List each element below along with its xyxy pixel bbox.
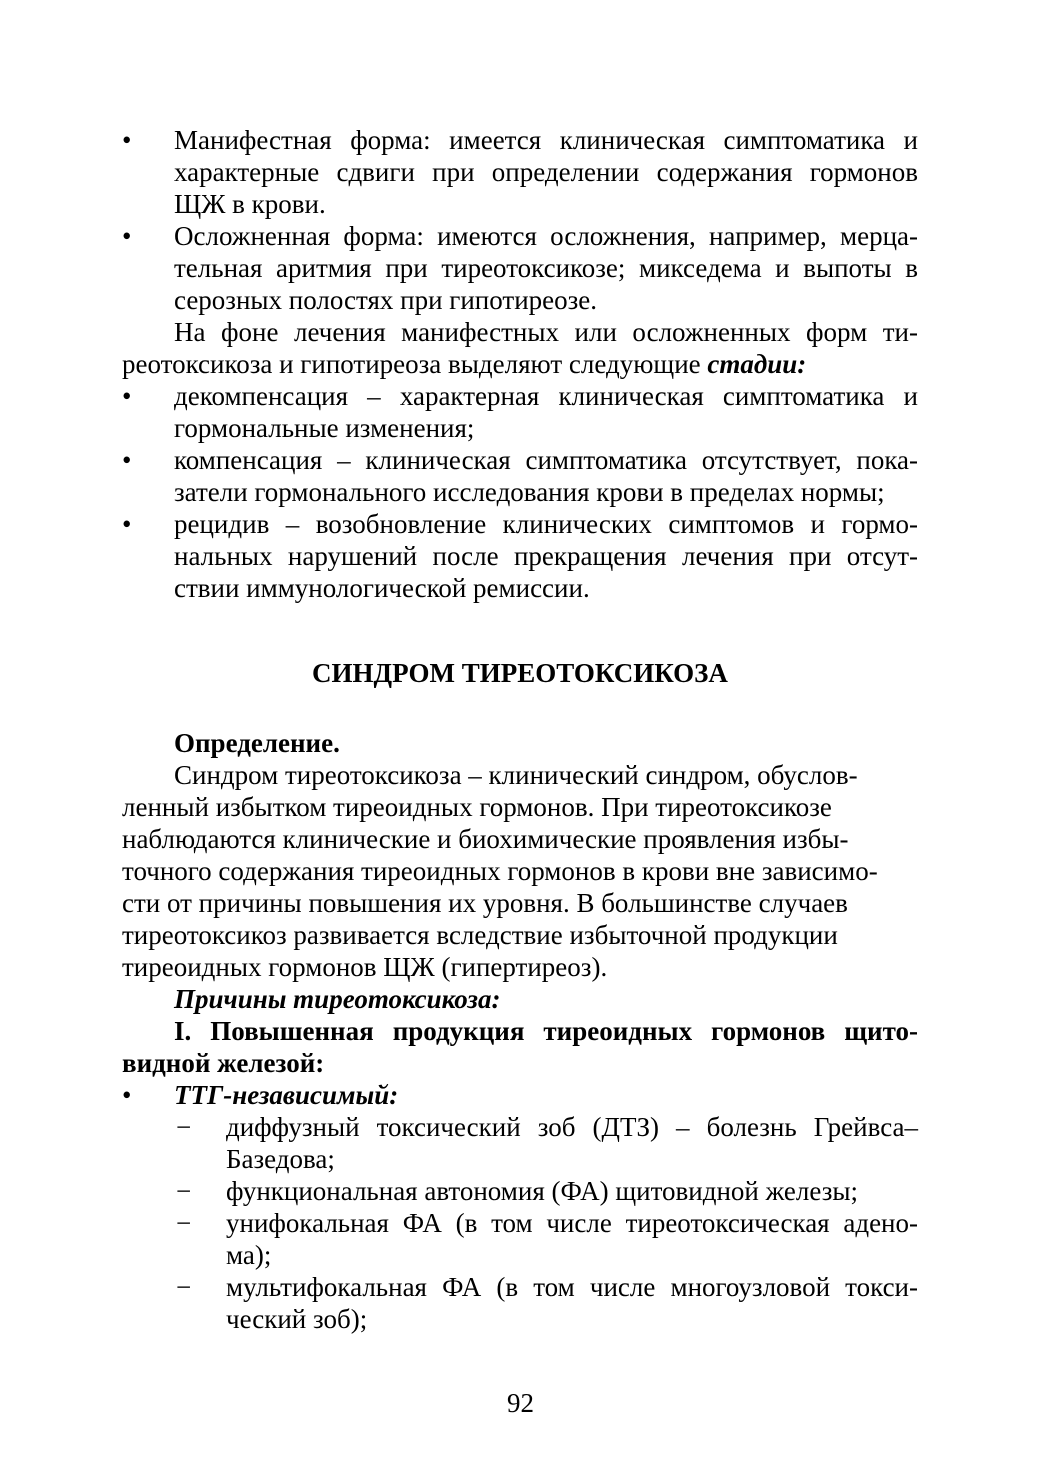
text-line: тельная аритмия при тиреотоксикозе; микседема и выпоты в [174,253,918,283]
dash-item-graves [122,1111,918,1175]
bullet-marker: • [122,221,132,251]
text-line: Манифестная форма: имеется клиническая симптоматика и [174,125,918,155]
text-line: компенсация – клиническая симптоматика отсутствует, пока- [174,445,918,475]
dash-item-functional-autonomy [122,1175,918,1207]
cause-heading [122,1015,918,1079]
causes-label: Причины тиреотоксикоза: [174,984,501,1014]
list-item-tsh-independent [122,1079,918,1111]
bullet-marker: • [122,381,132,411]
text-line: декомпенсация – характерная клиническая симптоматика и [174,381,918,411]
list-item-compensation [122,444,918,508]
list-item-manifest-form [122,124,918,220]
definition-label: Определение. [174,728,340,758]
stages-emphasis: стадии: [707,349,807,379]
text-line: ствии иммунологической ремиссии. [174,573,590,603]
dash-marker: − [176,1272,192,1302]
definition-block [122,727,918,983]
dash-marker: − [176,1208,192,1238]
text-line: тиреоидных гормонов ЩЖ (гипертиреоз). [122,952,608,982]
section-title: СИНДРОМ ТИРЕОТОКСИКОЗА [312,658,728,688]
text-line: функциональная автономия (ФА) щитовидной железы; [226,1176,858,1206]
text-line: ленный избытком тиреоидных гормонов. При тиреотоксикозе [122,792,832,822]
page-content [122,124,918,1335]
text-line: видной железой: [122,1048,325,1078]
text-line: унифокальная ФА (в том числе тиреотоксическая адено- [226,1208,918,1238]
text-line: характерные сдвиги при определении содержания гормонов [174,157,918,187]
text-line: сти от причины повышения их уровня. В большинстве случаев [122,888,848,918]
text-line: диффузный токсический зоб (ДТЗ) – болезнь Грейвса– [226,1112,918,1142]
dash-item-unifocal [122,1207,918,1271]
text-line: наблюдаются клинические и биохимические проявления избы- [122,824,849,854]
bullet-marker: • [122,125,132,155]
text-line: рецидив – возобновление клинических симптомов и гормо- [174,509,918,539]
text-line: Базедова; [226,1144,335,1174]
list-item-decompensation [122,380,918,444]
bullet-marker: • [122,445,132,475]
subgroup-label: ТТГ-независимый: [174,1080,399,1110]
dash-marker: − [176,1112,192,1142]
text-line [122,348,918,380]
text-line: I. Повышенная продукция тиреоидных гормонов щито- [174,1016,918,1046]
text-line: Синдром тиреотоксикоза – клинический синдром, обуслов- [174,760,858,790]
list-item-complicated-form [122,220,918,316]
dash-marker: − [176,1176,192,1206]
page-number: 92 [507,1388,534,1418]
text-line: точного содержания тиреоидных гормонов в крови вне зависимо- [122,856,878,886]
text-line: ческий зоб); [226,1304,368,1334]
stages-paragraph [122,316,918,380]
text-line: На фоне лечения манифестных или осложненных форм ти- [174,317,918,347]
text-line: ЩЖ в крови. [174,189,326,219]
text-line: серозных полостях при гипотиреозе. [174,285,598,315]
text-line: нальных нарушений после прекращения лечения при отсут- [174,541,918,571]
text-fragment: реотоксикоза и гипотиреоза выделяют следующие [122,349,708,379]
list-item-relapse [122,508,918,604]
text-line: ма); [226,1240,272,1270]
text-line: мультифокальная ФА (в том числе многоузловой токси- [226,1272,918,1302]
text-line: гормональные изменения; [174,413,475,443]
text-line: тиреотоксикоз развивается вследствие избыточной продукции [122,920,838,950]
bullet-marker: • [122,1080,132,1110]
dash-item-multifocal [122,1271,918,1335]
text-line: затели гормонального исследования крови в пределах нормы; [174,477,885,507]
bullet-marker: • [122,509,132,539]
text-line: Осложненная форма: имеются осложнения, например, мерца- [174,221,918,251]
